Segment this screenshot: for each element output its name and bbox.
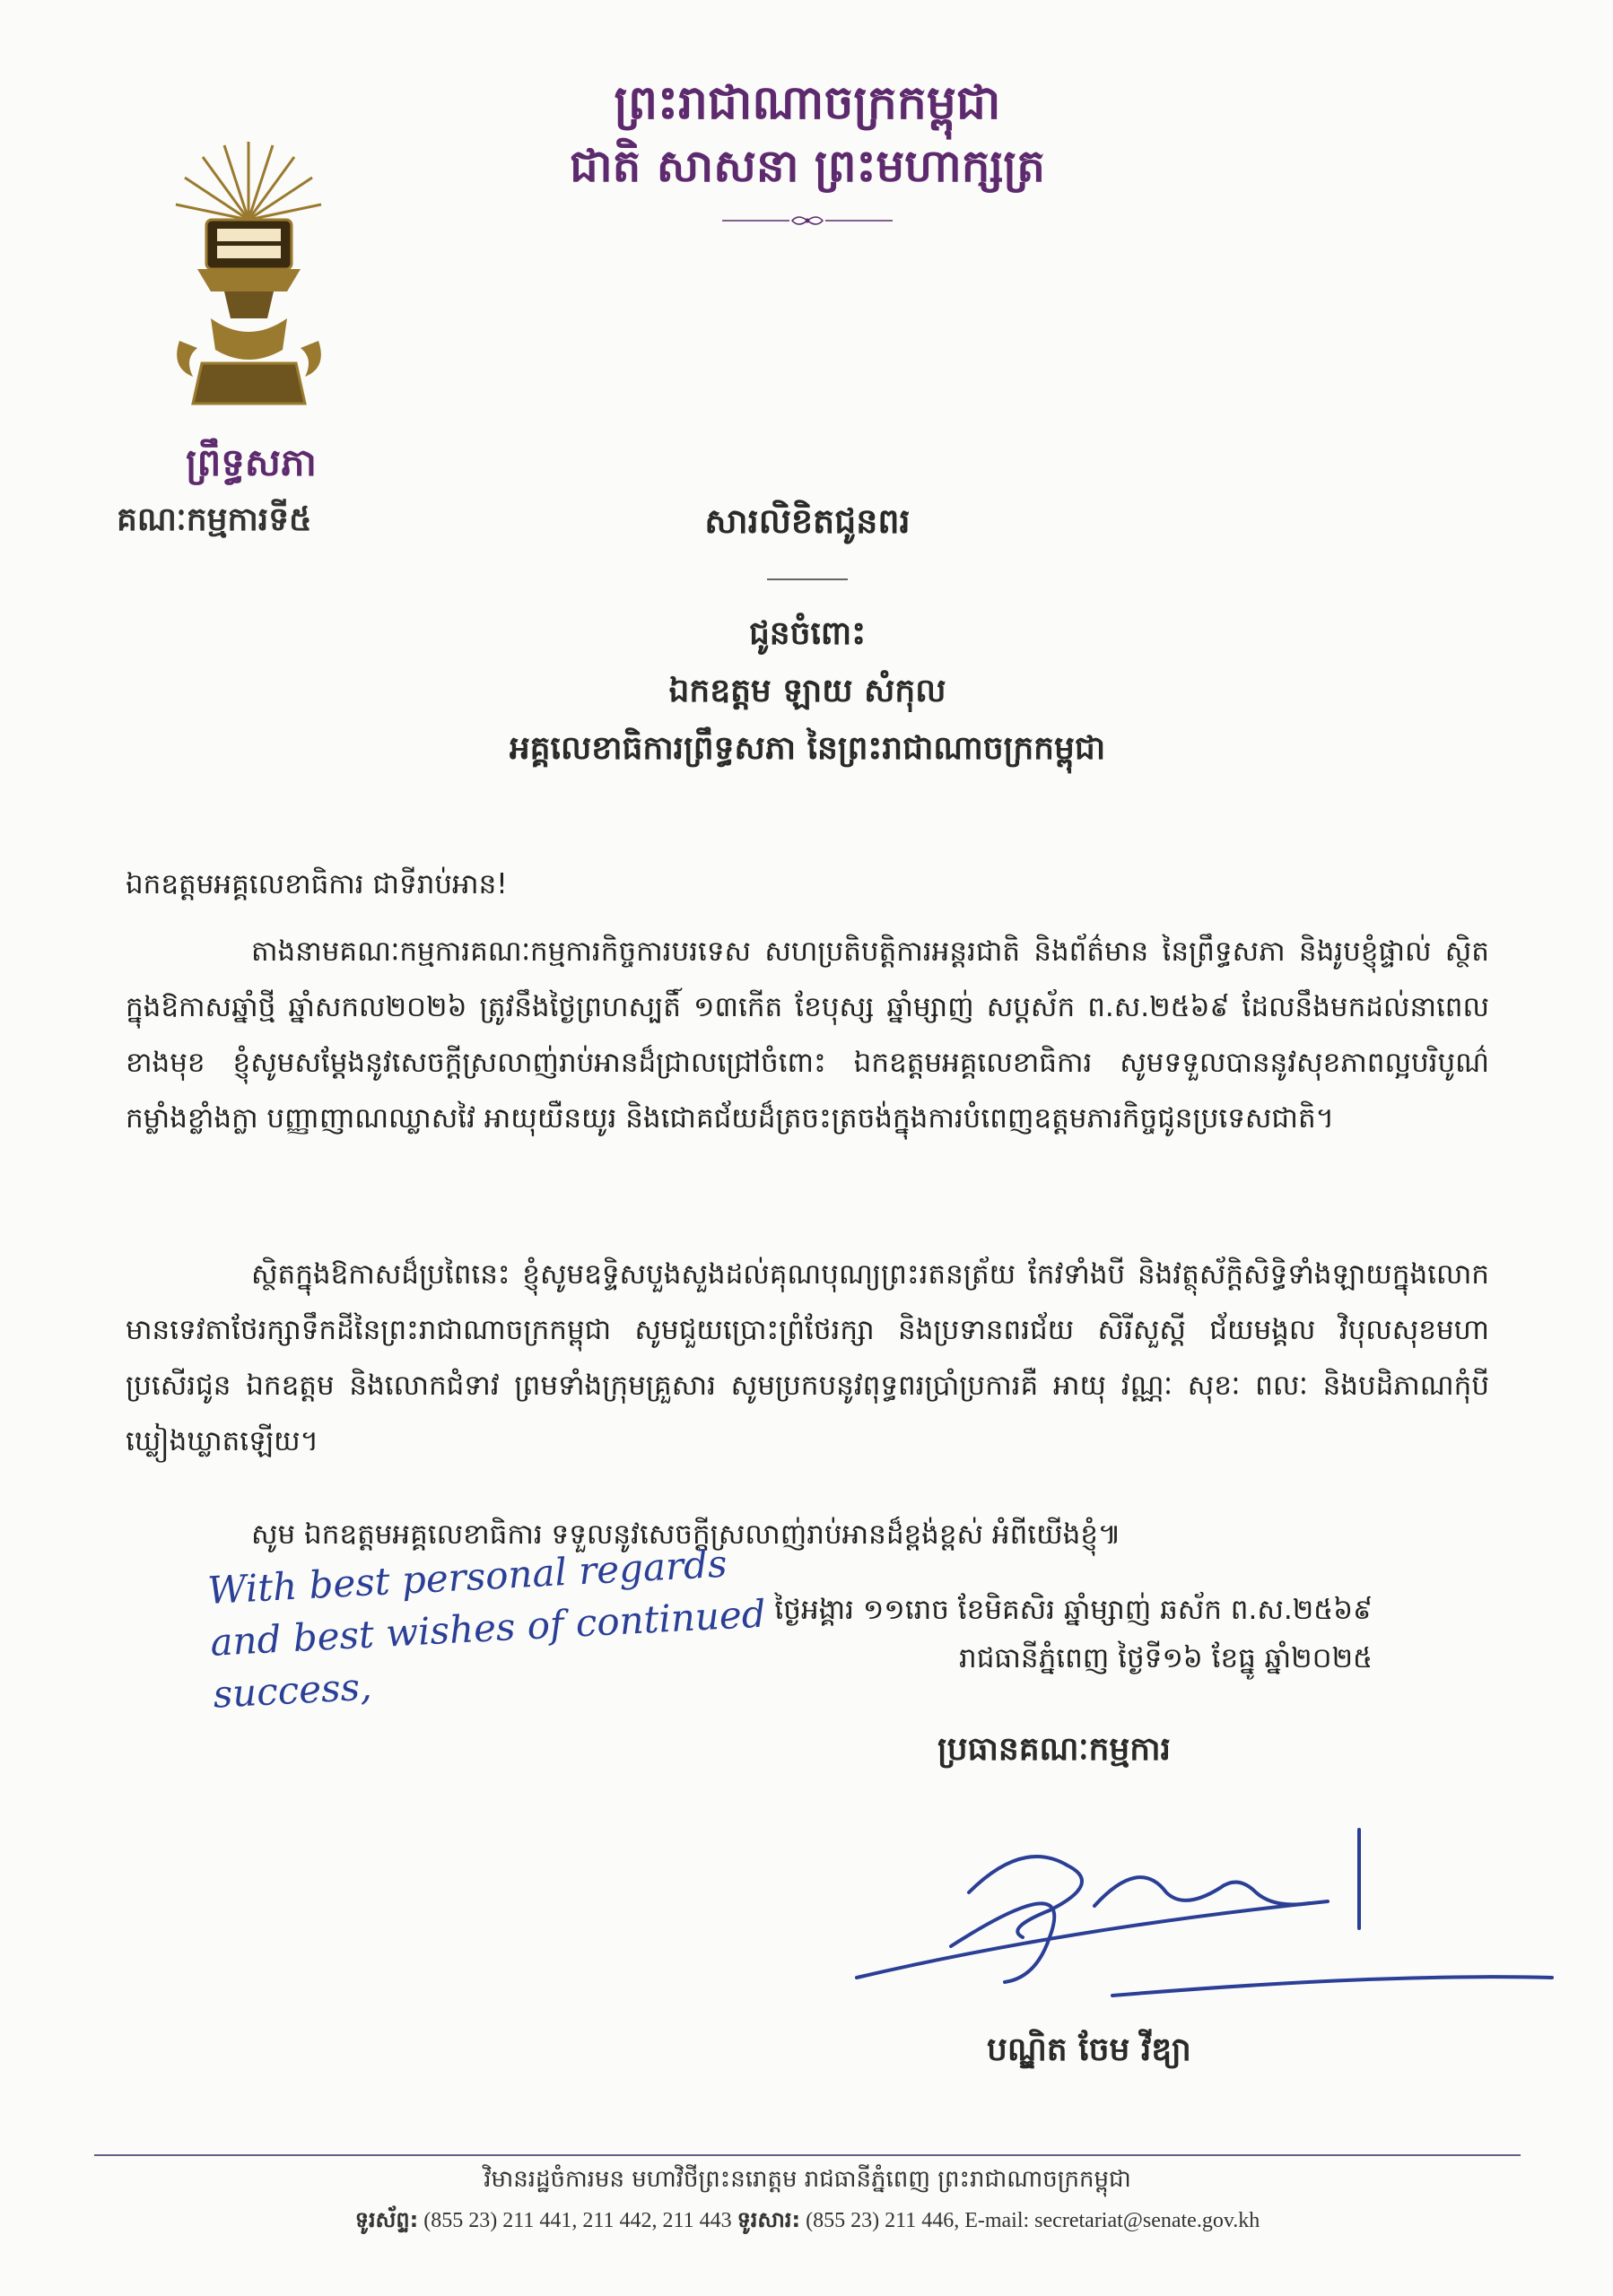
fax-label: ទូរសារ: (737, 2207, 801, 2232)
phone-label: ទូរស័ព្ទ: (354, 2207, 419, 2232)
footer-divider (94, 2154, 1521, 2156)
place-date: រាជធានីភ្នំពេញ ថ្ងៃទី១៦ ខែធ្នូ ឆ្នាំ២០២៥ (959, 1642, 1373, 1674)
body-paragraph-3: សូម ឯកឧត្តមអគ្គលេខាធិការ ទទួលនូវសេចក្តីស្រលាញ់រាប់អានដ៏ខ្ពង់ខ្ពស់ អំពីយើងខ្ញុំ៕ (251, 1518, 1121, 1551)
national-motto: ជាតិ សាសនា ព្រះមហាក្សត្រ (570, 140, 1045, 192)
signature-icon (843, 1803, 1561, 2027)
footer-contacts (90, 2200, 1525, 2240)
letterhead (449, 72, 1166, 197)
recipient-name: ឯកឧត្តម ឡាយ សំកុល (668, 673, 946, 709)
commission-name: គណៈកម្មការទី៥ (117, 501, 312, 538)
recipient-block (341, 605, 1274, 778)
ornament-divider-icon (722, 212, 893, 230)
document-title: សារលិខិតជូនពរ (704, 501, 911, 541)
phone-numbers: (855 23) 211 441, 211 442, 211 443 (423, 2209, 732, 2232)
lunar-date: ថ្ងៃអង្គារ ១១រោច ខែមិគសិរ ឆ្នាំម្សាញ់ ឆស័ក ព.ស.២៥៦៩ (774, 1594, 1373, 1626)
institution-name: ព្រឹទ្ធសភា (186, 440, 317, 484)
recipient-position: អគ្គលេខាធិការព្រឹទ្ធសភា នៃព្រះរាជាណាចក្រកម្ពុជា (509, 730, 1106, 767)
fax-email: (855 23) 211 446, E-mail: secretariat@senate.gov.kh (806, 2209, 1260, 2232)
signatory-title: ប្រធានគណៈកម្មការ (937, 1731, 1171, 1768)
date-block (754, 1586, 1373, 1683)
salutation: ឯកឧត្តមអគ្គលេខាធិការ ជាទីរាប់អាន! (126, 868, 508, 900)
footer-address: វិមានរដ្ឋចំការមន មហាវិថីព្រះនរោត្តម រាជធានីភ្នំពេញ ព្រះរាជាណាចក្រកម្ពុជា (484, 2166, 1131, 2193)
recipient-prefix: ជូនចំពោះ (748, 615, 867, 652)
title-divider (767, 578, 848, 580)
body-paragraph-2: ស្ថិតក្នុងឱកាសដ៏ប្រពៃនេះ ខ្ញុំសូមឧទ្ទិសបួងសួងដល់គុណបុណ្យព្រះរតនត្រ័យ កែវទាំងបី និងវត្ថុស័ក្តិសិទ្ធិទាំងឡាយក្នុងលោក មានទេវតាថែរក្សាទឹកដីនៃព្រះរាជាណាចក្រកម្ពុជា សូមជួយប្រោះព្រំថែរក្សា និងប្រទានពរជ័យ សិរីសួស្តី ជ័យមង្គល វិបុលសុខមហាប្រសើរជូន ឯកឧត្តម និងលោកជំទាវ ព្រមទាំងក្រុមគ្រួសារ សូមប្រកបនូវពុទ្ធពរប្រាំប្រការគឺ អាយុ វណ្ណៈ សុខៈ ពលៈ និងបដិភាណកុំបីឃ្លៀងឃ្លាតឡើយ។ (126, 1258, 1489, 1457)
body-paragraph-1: តាងនាមគណៈកម្មការគណៈកម្មការកិច្ចការបរទេស សហប្រតិបត្តិការអន្តរជាតិ និងព័ត៌មាន នៃព្រឹទ្ធសភា និងរូបខ្ញុំផ្ទាល់ ស្ថិតក្នុងឱកាសឆ្នាំថ្មី ឆ្នាំសកល២០២៦ ត្រូវនឹងថ្ងៃព្រហស្បតិ៍ ១៣កើត ខែបុស្ស ឆ្នាំម្សាញ់ សប្តស័ក ព.ស.២៥៦៩ ដែលនឹងមកដល់នាពេលខាងមុខ ខ្ញុំសូមសម្តែងនូវសេចក្តីស្រលាញ់រាប់អានដ៏ជ្រាលជ្រៅចំពោះ ឯកឧត្តមអគ្គលេខាធិការ សូមទទួលបាននូវសុខភាពល្អបរិបូណ៌ កម្លាំងខ្លាំងក្លា បញ្ញាញាណឈ្លាសវៃ អាយុយឺនយូរ និងជោគជ័យដ៏ត្រចះត្រចង់ក្នុងការបំពេញឧត្តមភារកិច្ចជូនប្រទេសជាតិ។ (126, 935, 1489, 1135)
handwritten-note: With best personal regards and best wishes of continued success, (206, 1541, 767, 1717)
kingdom-name: ព្រះរាជាណាចក្រកម្ពុជា (614, 76, 1001, 130)
signatory-name: បណ្ឌិត ចែម វីឌ្យា (987, 2031, 1191, 2068)
senate-emblem-icon (170, 135, 327, 413)
